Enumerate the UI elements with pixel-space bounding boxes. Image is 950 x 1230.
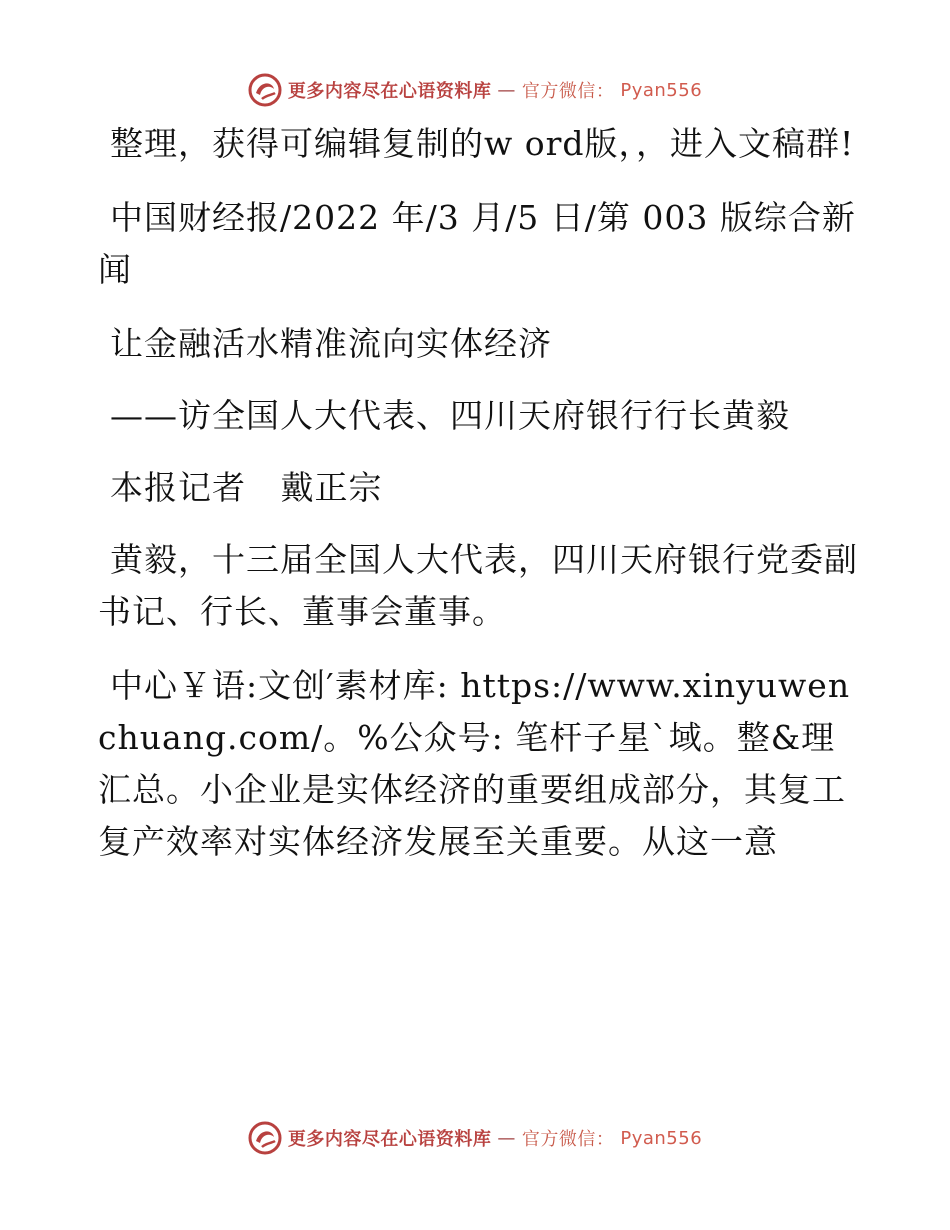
banner-separator: — [497,1127,516,1149]
banner-official-label: 官方微信： [521,1129,615,1150]
banner-brand-text: 更多内容尽在心语资料库 [287,1129,492,1150]
paragraph-body: 中心￥语:文创′素材库: https://www.xinyuwenchuang.com/。%公众号: 笔杆子星`域。整&理汇总。小企业是实体经济的重要组成部分，其复工复产效率对实体经济发展至关重要。从这一意 [98,666,851,861]
article-title: 让金融活水精准流向实体经济 [110,324,552,363]
banner-separator: — [497,79,516,101]
document-body [98,118,858,890]
banner-brand-text: 更多内容尽在心语资料库 [287,81,492,102]
paragraph-intro: 整理，获得可编辑复制的w ord版，，进入文稿群! [110,124,855,163]
swirl-logo-icon [248,1121,282,1155]
banner-wechat-id: Pyan556 [620,79,703,101]
header-banner [0,70,950,110]
paragraph-source: 中国财经报/2022 年/3 月/5 日/第 003 版综合新闻 [98,198,856,289]
paragraph-bio: 黄毅，十三届全国人大代表，四川天府银行党委副书记、行长、董事会董事。 [98,540,858,631]
swirl-logo-icon [248,73,282,107]
banner-wechat-id: Pyan556 [620,1127,703,1149]
article-byline: 本报记者 戴正宗 [110,468,383,507]
footer-banner [0,1118,950,1158]
article-subtitle: ——访全国人大代表、四川天府银行行长黄毅 [110,396,790,435]
banner-official-label: 官方微信： [521,81,615,102]
